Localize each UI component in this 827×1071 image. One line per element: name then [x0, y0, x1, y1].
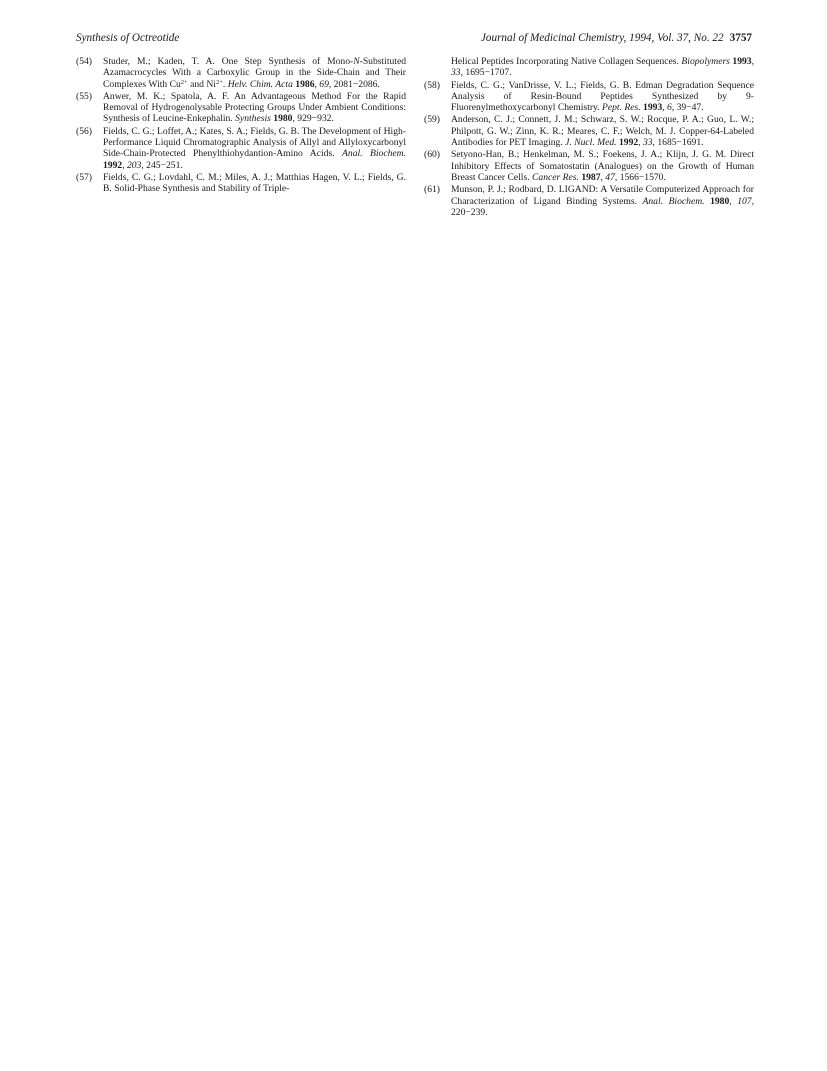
reference-text: Helical Peptides Incorporating Native Collagen Sequences.: [451, 56, 682, 67]
reference-pages: , 1695−1707.: [460, 67, 512, 79]
references-right-column: [424, 56, 754, 219]
reference-pages: , 220−239.: [451, 195, 754, 218]
reference-text: and Ni: [187, 78, 216, 90]
reference-pages: , 1566−1570.: [614, 171, 666, 183]
reference-pages: , 929−932.: [292, 113, 334, 125]
reference-text: .: [222, 78, 228, 90]
reference-volume: 69: [319, 78, 329, 90]
reference-number: (58): [424, 79, 440, 91]
reference-pages: , 245−251.: [141, 159, 183, 171]
reference-number: (55): [76, 90, 92, 102]
reference-year: 1987: [581, 171, 601, 183]
reference-journal: Anal. Biochem.: [342, 148, 406, 160]
reference-54: (54) Studer, M.; Kaden, T. A. One Step Synthesis of Mono-N-Substituted Azamacrocycles With a Carboxylic Group in the Side-Chain and Their Complexes With $Cu^{2+}$ and $Ni^{2+}$. Helv. Chim. Acta 1986, 69, 2081−2086.: [76, 56, 406, 90]
reference-title: -Substituted Azamacrocycles With a Carboxylic Group in the Side-Chain and Their Complexes With Cu: [103, 56, 406, 90]
reference-pages: , 2081−2086.: [328, 78, 380, 90]
journal-citation-header: [481, 32, 752, 44]
reference-italic-n: N: [353, 56, 360, 67]
reference-year: 1992: [618, 137, 639, 149]
reference-61: (61) Munson, P. J.; Rodbard, D. LIGAND: A Versatile Computerized Approach for Characterization of Ligand Binding Systems. Anal. Biochem. 1980, 107, 220−239.: [424, 184, 754, 218]
page-header: [76, 32, 752, 48]
journal-name: Journal of Medicinal Chemistry, 1994, Vol. 37, No. 22: [480, 32, 724, 44]
reference-58: (58) Fields, C. G.; VanDrisse, V. L.; Fields, G. B. Edman Degradation Sequence Analysis of Resin-Bound Peptides Synthesized by 9-Fluorenylmethoxycarbonyl Chemistry. Pept. Res. 1993, 6, 39−47.: [424, 79, 754, 114]
reference-journal: Helv. Chim. Acta: [227, 78, 293, 90]
reference-text: Anwer, M. K.; Spatola, A. F. An Advantageous Method For the Rapid Removal of Hydrogenolysable Protecting Groups Under Ambient Conditions: Synthesis of Leucine-Enkephalin.: [103, 90, 406, 125]
reference-57: [76, 172, 406, 195]
reference-year: 1992: [103, 159, 123, 171]
reference-55: [76, 91, 406, 125]
superscript-charge: 2+: [180, 78, 188, 86]
reference-volume: 47: [605, 171, 615, 183]
reference-text: Fields, C. G.; Lovdahl, C. M.; Miles, A. J.; Matthias Hagen, V. L.; Fields, G. B. Solid-Phase Synthesis and Stability of Triple-: [103, 171, 406, 195]
reference-journal: Pept. Res.: [602, 102, 641, 114]
reference-journal: Synthesis: [235, 113, 271, 125]
reference-number: (57): [76, 171, 92, 183]
reference-59: (59) Anderson, C. J.; Connett, J. M.; Schwarz, S. W.; Rocque, P. A.; Guo, L. W.; Philpott, G. W.; Zinn, K. R.; Meares, C. F.; Welch, M. J. Copper-64-Labeled Antibodies for PET Imaging. J. Nucl. Med. 1992, 33, 1685−1691.: [424, 114, 754, 149]
references-left-column: [76, 56, 406, 196]
reference-year: 1993: [732, 56, 752, 67]
reference-year: 1980: [273, 113, 293, 125]
reference-text: Fields, C. G.; VanDrisse, V. L.; Fields, G. B. Edman Degradation Sequence Analysis of Resin-Bound Peptides Synthesized by 9-Fluorenylmethoxycarbonyl Chemistry.: [451, 79, 754, 114]
reference-journal: Cancer Res.: [532, 171, 579, 183]
reference-volume: 33: [642, 137, 653, 149]
reference-number: (59): [424, 114, 440, 126]
reference-year: 1993: [643, 102, 663, 114]
reference-text: Fields, C. G.; Loffet, A.; Kates, S. A.; Fields, G. B. The Development of High-Performance Liquid Chromatographic Analysis of Allyl and Allyloxycarbonyl Side-Chain-Protected Phenylthiohydantion-Amino Acids.: [103, 125, 406, 160]
reference-year: 1986: [295, 78, 315, 90]
reference-text: Anderson, C. J.; Connett, J. M.; Schwarz, S. W.; Rocque, P. A.; Guo, L. W.; Philpott, G. W.; Zinn, K. R.; Meares, C. F.; Welch, M. J. Copper-64-Labeled Antibodies for PET Imaging.: [451, 114, 754, 149]
running-title: Synthesis of Octreotide: [76, 32, 180, 44]
reference-volume: 203: [126, 159, 142, 171]
reference-volume: 107: [737, 195, 752, 207]
reference-year: 1980: [710, 195, 730, 207]
reference-volume: 6: [667, 102, 672, 114]
reference-number: (60): [424, 149, 440, 161]
reference-pages: , 39−47.: [671, 102, 704, 114]
reference-number: (56): [76, 125, 92, 137]
reference-number: (54): [76, 56, 92, 67]
reference-journal: Biopolymers: [681, 56, 730, 67]
page-number: 3757: [729, 32, 752, 44]
superscript-charge: 2+: [215, 78, 223, 86]
reference-text: Setyono-Han, B.; Henkelman, M. S.; Foekens, J. A.; Klijn, J. G. M. Direct Inhibitory Effects of Somatostatin (Analogues) on the Growth of Human Breast Cancer Cells.: [451, 149, 754, 183]
reference-volume: 33: [451, 67, 461, 79]
reference-60: (60) Setyono-Han, B.; Henkelman, M. S.; Foekens, J. A.; Klijn, J. G. M. Direct Inhibitory Effects of Somatostatin (Analogues) on the Growth of Human Breast Cancer Cells. Cancer Res. 1987, 47, 1566−1570.: [424, 149, 754, 183]
reference-56: (56) Fields, C. G.; Loffet, A.; Kates, S. A.; Fields, G. B. The Development of High-Performance Liquid Chromatographic Analysis of Allyl and Allyloxycarbonyl Side-Chain-Protected Phenylthiohydantion-Amino Acids. Anal. Biochem. 1992, 203, 245−251.: [76, 125, 406, 171]
reference-authors: Studer, M.; Kaden, T. A. One Step Synthesis of Mono-: [103, 56, 354, 67]
reference-57-continued: Helical Peptides Incorporating Native Collagen Sequences. Biopolymers 1993, 33, 1695−1707.: [451, 56, 754, 79]
reference-journal: Anal. Biochem.: [642, 195, 705, 207]
reference-journal: J. Nucl. Med.: [565, 137, 617, 149]
reference-number: (61): [424, 184, 440, 196]
reference-text: Munson, P. J.; Rodbard, D. LIGAND: A Versatile Computerized Approach for Characterization of Ligand Binding Systems.: [451, 184, 754, 207]
reference-pages: , 1685−1691.: [652, 137, 704, 149]
